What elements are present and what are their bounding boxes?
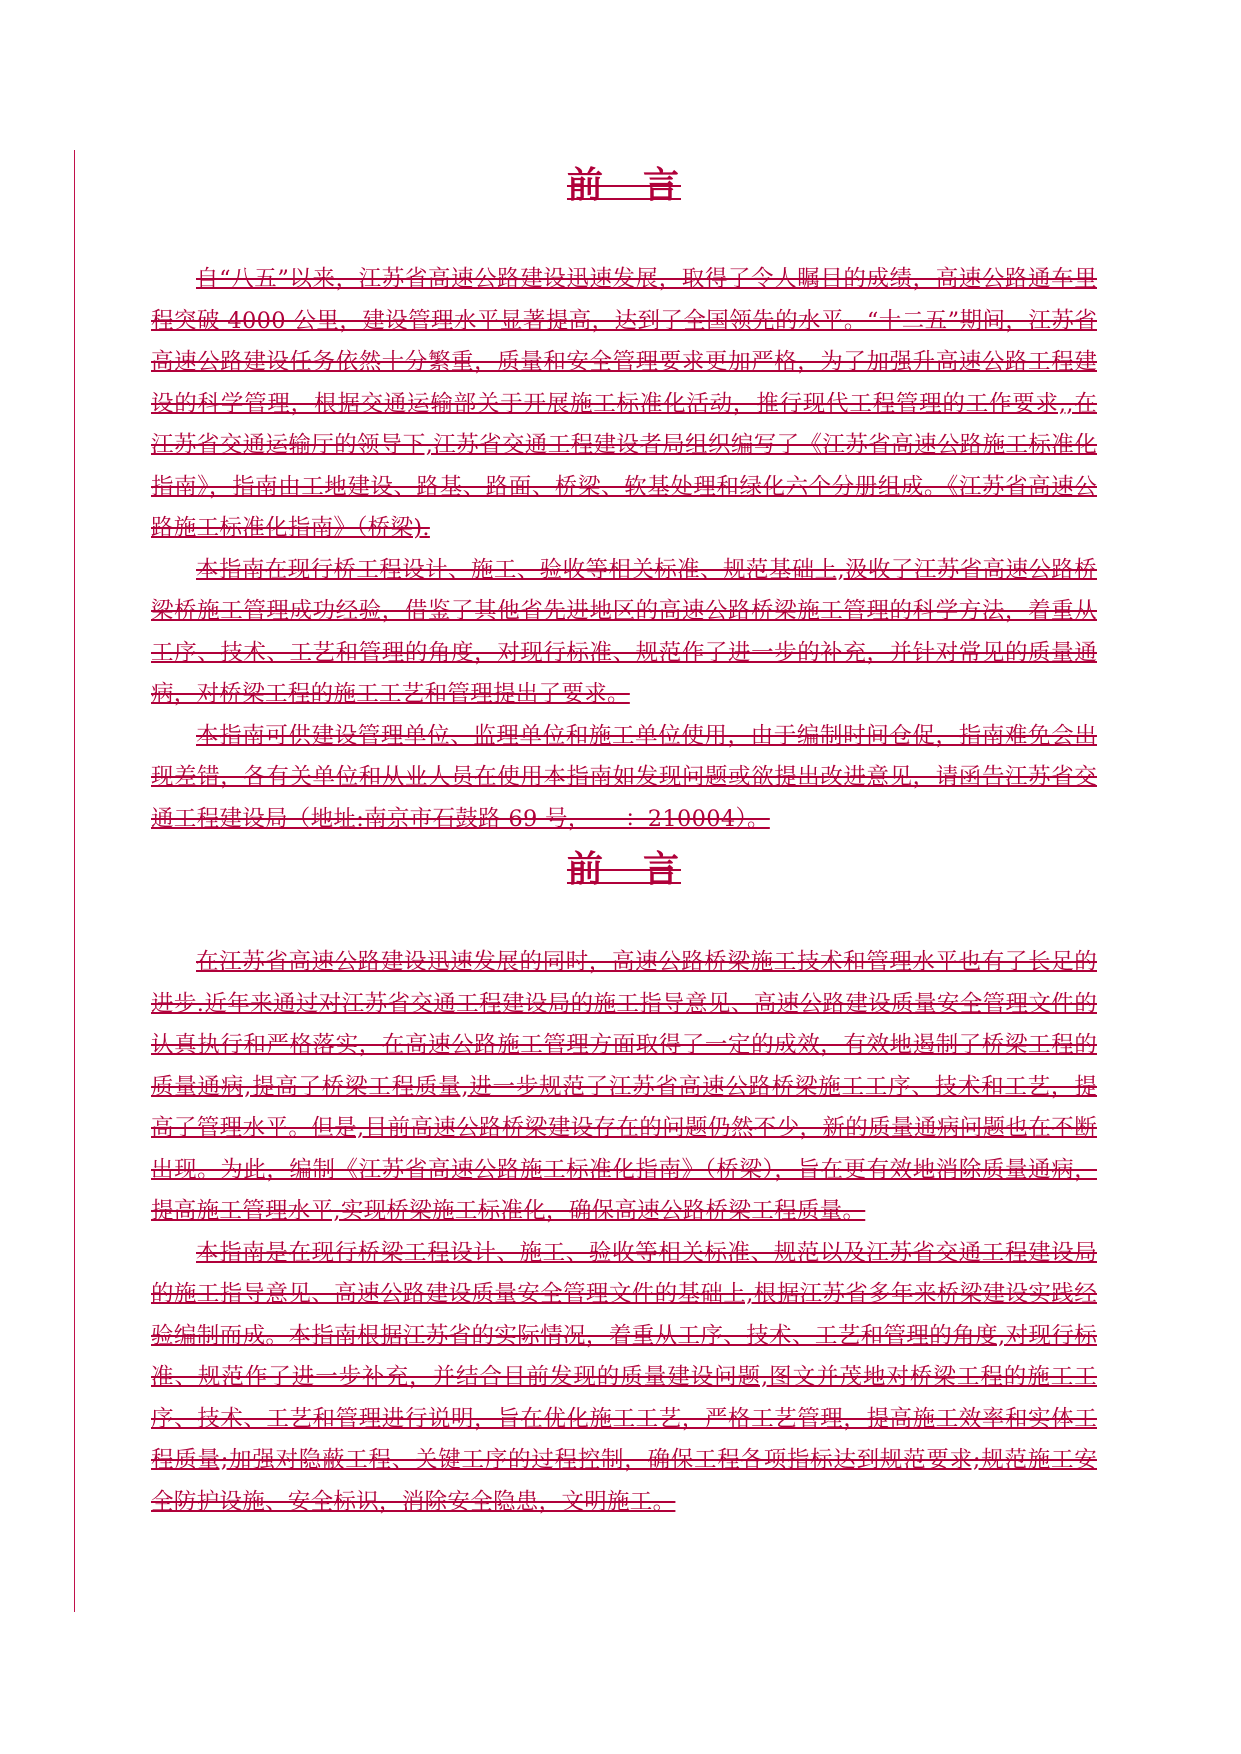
preface-section-1	[151, 160, 1097, 840]
preface-paragraph: 本指南是在现行桥梁工程设计、施工、验收等相关标准、规范以及江苏省交通工程建设局的施工指导意见、高速公路建设质量安全管理文件的基础上,根据江苏省多年来桥梁建设实践经验编制而成。本指南根据江苏省的实际情况，着重从工序、技术、工艺和管理的角度,对现行标准、规范作了进一步补充，并结合目前发现的质量建设问题,图文并茂地对桥梁工程的施工工序、技术、工艺和管理进行说明，旨在优化施工工艺，严格工艺管理，提高施工效率和实体工程质量;加强对隐蔽工程、关键工序的过程控制，确保工程各项指标达到规范要求;规范施工安全防护设施、安全标识，消除安全隐患，文明施工。	[151, 1239, 1097, 1515]
preface-paragraph: 本指南可供建设管理单位、监理单位和施工单位使用，由于编制时间仓促，指南难免会出现差错，各有关单位和从业人员在使用本指南如发现问题或欲提出改进意见，请函告江苏省交通工程建设局（地址:南京市石鼓路 69 号， ：210004）。	[151, 722, 1097, 832]
preface-section-2	[151, 844, 1097, 1523]
preface-paragraph: 本指南在现行桥工程设计、施工、验收等相关标准、规范基础上,汲收了江苏省高速公路桥梁桥施工管理成功经验，借鉴了其他省先进地区的高速公路桥梁施工管理的科学方法，着重从工序、技术、工艺和管理的角度，对现行标准、规范作了进一步的补充，并针对常见的质量通病，对桥梁工程的施工工艺和管理提出了要求。	[151, 556, 1097, 707]
preface-paragraph: 在江苏省高速公路建设迅速发展的同时，高速公路桥梁施工技术和管理水平也有了长足的进步.近年来通过对江苏省交通工程建设局的施工指导意见、高速公路建设质量安全管理文件的认真执行和严格落实，在高速公路施工管理方面取得了一定的成效，有效地遏制了桥梁工程的质量通病,提高了桥梁工程质量,进一步规范了江苏省高速公路桥梁施工工序、技术和工艺，提高了管理水平。但是,目前高速公路桥梁建设存在的问题仍然不少，新的质量通病问题也在不断出现。为此，编制《江苏省高速公路施工标准化指南》（桥梁），旨在更有效地消除质量通病，提高施工管理水平,实现桥梁施工标准化，确保高速公路桥梁工程质量。	[151, 949, 1097, 1224]
revision-change-bar	[74, 150, 75, 1612]
preface-heading: 前 言	[566, 164, 681, 206]
preface-paragraph: 自“八五”以来，江苏省高速公路建设迅速发展，取得了令人瞩目的成绩，高速公路通车里程突破 4000 公里，建设管理水平显著提高，达到了全国领先的水平。“十二五”期间，江苏省高速公路建设任务依然十分繁重，质量和安全管理要求更加严格，为了加强升高速公路工程建设的科学管理，根据交通运输部关于开展施工标准化活动，推行现代工程管理的工作要求,,在江苏省交通运输厅的领导下,江苏省交通工程建设者局组织编写了《江苏省高速公路施工标准化指南》，指南由工地建设、路基、路面、桥梁、软基处理和绿化六个分册组成。《江苏省高速公路施工标准化指南》（桥梁).	[151, 266, 1097, 541]
preface-heading: 前 言	[566, 848, 681, 890]
